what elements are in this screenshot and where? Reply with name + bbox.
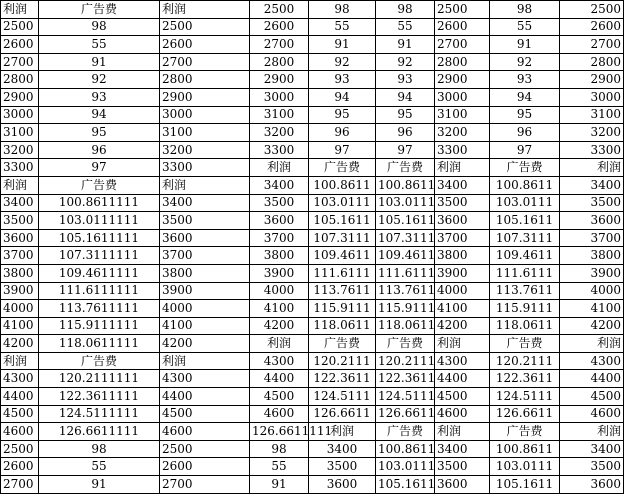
table-cell[interactable]: 3100 [160,124,250,142]
table-cell[interactable]: 55 [309,18,376,36]
table-cell[interactable]: 115.9111111 [39,317,160,335]
table-cell[interactable]: 113.7611 [309,282,376,300]
table-cell[interactable]: 95 [376,106,435,124]
table-cell[interactable]: 3400 [560,440,624,458]
table-cell[interactable]: 利润 [435,335,490,353]
table-cell[interactable]: 105.1611 [376,476,435,494]
table-cell[interactable]: 2500 [435,1,490,19]
table-cell[interactable]: 2900 [1,88,39,106]
table-cell[interactable]: 107.3111 [376,229,435,247]
table-cell[interactable]: 2800 [1,71,39,89]
table-cell[interactable]: 4500 [435,388,490,406]
table-cell[interactable]: 111.6111111 [39,282,160,300]
table-cell[interactable]: 3800 [1,264,39,282]
table-row [1,282,624,300]
table-cell[interactable]: 98 [250,440,309,458]
table-cell[interactable]: 118.0611 [309,317,376,335]
table-cell[interactable]: 126.6611 [376,405,435,423]
table-row [1,405,624,423]
table-cell[interactable]: 126.6611111 [250,423,309,441]
table-row [1,229,624,247]
table-cell[interactable]: 91 [376,36,435,54]
table-cell[interactable]: 3400 [160,194,250,212]
table-cell[interactable]: 广告费 [39,1,160,19]
table-cell[interactable]: 103.0111 [376,194,435,212]
table-cell[interactable]: 95 [39,124,160,142]
table-cell[interactable]: 利润 [160,352,250,370]
table-cell[interactable]: 广告费 [490,335,560,353]
table-cell[interactable]: 广告费 [490,159,560,177]
table-cell[interactable]: 92 [39,71,160,89]
table-cell[interactable]: 55 [39,36,160,54]
table-row [1,388,624,406]
table-cell[interactable]: 55 [376,18,435,36]
table-cell[interactable]: 2900 [560,71,624,89]
table-cell[interactable]: 3400 [309,440,376,458]
table-row [1,141,624,159]
table-cell[interactable]: 利润 [1,176,39,194]
table-row [1,159,624,177]
table-cell[interactable]: 103.0111 [376,458,435,476]
table-cell[interactable]: 3500 [435,194,490,212]
table-cell[interactable]: 4500 [250,388,309,406]
table-cell[interactable]: 91 [39,53,160,71]
table-cell[interactable]: 3600 [560,476,624,494]
table-row [1,53,624,71]
table-cell[interactable]: 3000 [435,88,490,106]
table-cell[interactable]: 4500 [560,388,624,406]
table-cell[interactable]: 2700 [560,36,624,54]
table-row [1,423,624,441]
table-cell[interactable]: 利润 [1,352,39,370]
table-cell[interactable]: 4000 [250,282,309,300]
table-cell[interactable]: 2800 [560,53,624,71]
table-cell[interactable]: 2600 [160,458,250,476]
table-row [1,352,624,370]
table-cell[interactable]: 3200 [1,141,39,159]
table-cell[interactable]: 100.8611 [376,440,435,458]
table-cell[interactable]: 2800 [435,53,490,71]
table-cell[interactable]: 2600 [1,36,39,54]
table-cell[interactable]: 3800 [160,264,250,282]
table-cell[interactable]: 4200 [1,335,39,353]
table-cell[interactable]: 97 [309,141,376,159]
table-cell[interactable]: 3400 [1,194,39,212]
table-cell[interactable]: 55 [490,18,560,36]
table-cell[interactable]: 94 [490,88,560,106]
table-cell[interactable]: 124.5111111 [39,405,160,423]
table-cell[interactable]: 2800 [250,53,309,71]
table-row [1,106,624,124]
table-cell[interactable]: 98 [376,1,435,19]
table-cell[interactable]: 120.2111 [490,352,560,370]
table-cell[interactable]: 利润 [160,176,250,194]
table-cell[interactable]: 100.8611 [376,176,435,194]
table-row [1,18,624,36]
table-cell[interactable]: 3500 [560,458,624,476]
table-cell[interactable]: 3300 [160,159,250,177]
table-cell[interactable]: 3400 [435,440,490,458]
table-cell[interactable]: 2600 [1,458,39,476]
table-cell[interactable]: 3000 [560,88,624,106]
table-cell[interactable]: 4400 [560,370,624,388]
table-cell[interactable]: 100.8611111 [39,194,160,212]
table-cell[interactable]: 4100 [560,300,624,318]
table-cell[interactable]: 93 [309,71,376,89]
table-cell[interactable]: 105.1611 [490,212,560,230]
table-cell[interactable]: 利润 [1,1,39,19]
table-cell[interactable]: 广告费 [376,335,435,353]
table-cell[interactable]: 103.0111 [309,194,376,212]
table-cell[interactable]: 100.8611 [490,176,560,194]
table-cell[interactable]: 2700 [250,36,309,54]
table-cell[interactable]: 3300 [560,141,624,159]
table-cell[interactable]: 4000 [435,282,490,300]
table-cell[interactable]: 4300 [1,370,39,388]
table-cell[interactable]: 95 [309,106,376,124]
table-cell[interactable]: 3000 [250,88,309,106]
table-cell[interactable]: 122.3611111 [39,388,160,406]
table-cell[interactable]: 3100 [560,106,624,124]
table-cell[interactable]: 122.3611 [309,370,376,388]
table-cell[interactable]: 2700 [1,476,39,494]
table-cell[interactable]: 124.5111 [376,388,435,406]
table-cell[interactable]: 124.5111 [309,388,376,406]
table-row [1,335,624,353]
table-cell[interactable]: 98 [309,1,376,19]
table-cell[interactable]: 3000 [1,106,39,124]
table-cell[interactable]: 3500 [560,194,624,212]
table-cell[interactable]: 3100 [1,124,39,142]
table-cell[interactable]: 3300 [250,141,309,159]
table-row [1,247,624,265]
table-cell[interactable]: 109.4611 [376,247,435,265]
table-cell[interactable]: 2900 [435,71,490,89]
table-cell[interactable]: 3800 [435,247,490,265]
table-cell[interactable]: 2700 [1,53,39,71]
table-cell[interactable]: 4600 [250,405,309,423]
table-cell[interactable]: 118.0611 [376,317,435,335]
table-cell[interactable]: 3900 [435,264,490,282]
table-cell[interactable]: 3500 [250,194,309,212]
table-cell[interactable]: 4100 [160,317,250,335]
table-row [1,476,624,494]
table-cell[interactable]: 3200 [250,124,309,142]
table-row [1,300,624,318]
table-cell[interactable]: 3600 [560,212,624,230]
table-cell[interactable]: 4000 [560,282,624,300]
table-cell[interactable]: 广告费 [39,352,160,370]
table-row [1,317,624,335]
table-cell[interactable]: 122.3611 [376,370,435,388]
table-cell[interactable]: 3100 [435,106,490,124]
table-cell[interactable]: 3300 [435,141,490,159]
table-cell[interactable]: 120.2111111 [39,370,160,388]
table-cell[interactable]: 103.0111 [490,458,560,476]
table-cell[interactable]: 96 [376,124,435,142]
table-cell[interactable]: 3400 [250,176,309,194]
table-cell[interactable]: 3800 [250,247,309,265]
table-cell[interactable]: 广告费 [376,159,435,177]
table-cell[interactable]: 3200 [435,124,490,142]
table-cell[interactable]: 3000 [160,106,250,124]
table-cell[interactable]: 107.3111 [309,229,376,247]
table-cell[interactable]: 利润 [560,423,624,441]
table-cell[interactable]: 2500 [1,18,39,36]
table-cell[interactable]: 利润 [309,423,376,441]
table-cell[interactable]: 2600 [560,18,624,36]
table-cell[interactable]: 92 [490,53,560,71]
table-cell[interactable]: 广告费 [376,423,435,441]
table-cell[interactable]: 113.7611111 [39,300,160,318]
table-cell[interactable]: 利润 [250,335,309,353]
table-cell[interactable]: 3100 [250,106,309,124]
table-cell[interactable]: 3600 [435,212,490,230]
table-cell[interactable]: 93 [376,71,435,89]
table-cell[interactable]: 4400 [1,388,39,406]
table-cell[interactable]: 113.7611 [490,282,560,300]
table-cell[interactable]: 97 [376,141,435,159]
table-cell[interactable]: 2500 [160,440,250,458]
table-cell[interactable]: 2600 [160,36,250,54]
table-cell[interactable]: 利润 [160,1,250,19]
table-cell[interactable]: 118.0611 [490,317,560,335]
table-row [1,36,624,54]
table-cell[interactable]: 120.2111 [309,352,376,370]
table-cell[interactable]: 利润 [250,159,309,177]
table-cell[interactable]: 96 [309,124,376,142]
table-cell[interactable]: 3500 [309,458,376,476]
table-cell[interactable]: 55 [39,458,160,476]
table-row [1,124,624,142]
table-row [1,370,624,388]
table-cell[interactable]: 111.6111 [309,264,376,282]
table-cell[interactable]: 91 [39,476,160,494]
table-cell[interactable]: 广告费 [309,159,376,177]
table-cell[interactable]: 3800 [560,247,624,265]
table-cell[interactable]: 4400 [160,388,250,406]
table-cell[interactable]: 4300 [560,352,624,370]
table-cell[interactable]: 94 [39,106,160,124]
table-cell[interactable]: 4600 [560,405,624,423]
table-cell[interactable]: 3200 [160,141,250,159]
table-cell[interactable]: 111.6111 [490,264,560,282]
table-cell[interactable]: 4400 [250,370,309,388]
table-cell[interactable]: 3500 [160,212,250,230]
table-cell[interactable]: 122.3611 [490,370,560,388]
table-cell[interactable]: 126.6611111 [39,423,160,441]
table-cell[interactable]: 115.9111 [309,300,376,318]
table-cell[interactable]: 3400 [560,176,624,194]
table-row [1,88,624,106]
table-cell[interactable]: 107.3111111 [39,247,160,265]
table-cell[interactable]: 2500 [1,440,39,458]
table-cell[interactable]: 3900 [560,264,624,282]
table-cell[interactable]: 3700 [560,229,624,247]
table-cell[interactable]: 2900 [160,88,250,106]
table-cell[interactable]: 126.6611 [490,405,560,423]
table-cell[interactable]: 115.9111 [376,300,435,318]
table-cell[interactable]: 97 [490,141,560,159]
table-body [1,1,624,494]
table-cell[interactable]: 3900 [250,264,309,282]
table-cell[interactable]: 92 [376,53,435,71]
table-cell[interactable]: 3600 [160,229,250,247]
table-cell[interactable]: 利润 [435,159,490,177]
table-cell[interactable]: 3400 [435,176,490,194]
table-cell[interactable]: 95 [490,106,560,124]
table-cell[interactable]: 4100 [435,300,490,318]
table-cell[interactable]: 105.1611111 [39,229,160,247]
table-cell[interactable]: 105.1611 [309,212,376,230]
table-cell[interactable]: 91 [490,36,560,54]
table-cell[interactable]: 3700 [250,229,309,247]
table-cell[interactable]: 98 [490,1,560,19]
table-row [1,71,624,89]
table-cell[interactable]: 3600 [1,229,39,247]
table-cell[interactable]: 3500 [435,458,490,476]
table-cell[interactable]: 2700 [435,36,490,54]
table-cell[interactable]: 4600 [160,423,250,441]
table-cell[interactable]: 97 [39,159,160,177]
table-cell[interactable]: 113.7611 [376,282,435,300]
table-cell[interactable]: 107.3111 [490,229,560,247]
table-cell[interactable]: 118.0611111 [39,335,160,353]
table-cell[interactable]: 4300 [435,352,490,370]
table-cell[interactable]: 4400 [435,370,490,388]
table-cell[interactable]: 3700 [160,247,250,265]
table-cell[interactable]: 3700 [1,247,39,265]
table-cell[interactable]: 105.1611 [376,212,435,230]
table-cell[interactable]: 4600 [435,405,490,423]
table-cell[interactable]: 124.5111 [490,388,560,406]
table-row [1,458,624,476]
table-cell[interactable]: 3200 [560,124,624,142]
table-row [1,264,624,282]
table-cell[interactable]: 4200 [560,317,624,335]
table-row [1,194,624,212]
table-row [1,212,624,230]
table-cell[interactable]: 120.2111 [376,352,435,370]
table-cell[interactable]: 3900 [1,282,39,300]
table-cell[interactable]: 91 [309,36,376,54]
table-cell[interactable]: 94 [376,88,435,106]
table-cell[interactable]: 4200 [435,317,490,335]
table-cell[interactable]: 4000 [160,300,250,318]
table-cell[interactable]: 2600 [435,18,490,36]
table-cell[interactable]: 2900 [250,71,309,89]
table-row [1,440,624,458]
table-cell[interactable]: 4500 [160,405,250,423]
table-cell[interactable]: 100.8611 [309,176,376,194]
table-cell[interactable]: 3500 [1,212,39,230]
table-cell[interactable]: 广告费 [309,335,376,353]
table-cell[interactable]: 96 [490,124,560,142]
table-cell[interactable]: 4100 [250,300,309,318]
table-cell[interactable]: 3900 [160,282,250,300]
table-cell[interactable]: 2500 [560,1,624,19]
table-cell[interactable]: 111.6111 [376,264,435,282]
table-cell[interactable]: 103.0111 [490,194,560,212]
table-cell[interactable]: 4200 [160,335,250,353]
table-cell[interactable]: 3600 [250,212,309,230]
table-cell[interactable]: 3300 [1,159,39,177]
table-cell[interactable]: 4500 [1,405,39,423]
table-cell[interactable]: 4600 [1,423,39,441]
table-cell[interactable]: 广告费 [39,176,160,194]
table-cell[interactable]: 4200 [250,317,309,335]
table-cell[interactable]: 4000 [1,300,39,318]
table-cell[interactable]: 126.6611 [309,405,376,423]
table-cell[interactable]: 98 [39,440,160,458]
table-row [1,176,624,194]
table-cell[interactable]: 广告费 [490,423,560,441]
table-cell[interactable]: 109.4611 [309,247,376,265]
table-cell[interactable]: 93 [490,71,560,89]
table-cell[interactable]: 109.4611 [490,247,560,265]
table-cell[interactable]: 2500 [250,1,309,19]
table-row [1,1,624,19]
table-cell[interactable]: 103.0111111 [39,212,160,230]
table-cell[interactable]: 92 [309,53,376,71]
table-cell[interactable]: 94 [309,88,376,106]
table-cell[interactable]: 4300 [250,352,309,370]
table-cell[interactable]: 96 [39,141,160,159]
table-cell[interactable]: 91 [250,476,309,494]
table-cell[interactable]: 100.8611 [490,440,560,458]
table-cell[interactable]: 109.4611111 [39,264,160,282]
table-cell[interactable]: 105.1611 [490,476,560,494]
table-cell[interactable]: 3600 [435,476,490,494]
table-cell[interactable]: 4300 [160,370,250,388]
table-cell[interactable]: 115.9111 [490,300,560,318]
table-cell[interactable]: 2700 [160,476,250,494]
table-cell[interactable]: 利润 [435,423,490,441]
table-cell[interactable]: 2700 [160,53,250,71]
table-cell[interactable]: 2800 [160,71,250,89]
table-cell[interactable]: 98 [39,18,160,36]
table-cell[interactable]: 93 [39,88,160,106]
table-cell[interactable]: 利润 [560,159,624,177]
table-cell[interactable]: 4100 [1,317,39,335]
table-cell[interactable]: 利润 [560,335,624,353]
table-cell[interactable]: 3600 [309,476,376,494]
table-cell[interactable]: 3700 [435,229,490,247]
table-cell[interactable]: 2600 [250,18,309,36]
table-cell[interactable]: 2500 [160,18,250,36]
table-cell[interactable]: 55 [250,458,309,476]
